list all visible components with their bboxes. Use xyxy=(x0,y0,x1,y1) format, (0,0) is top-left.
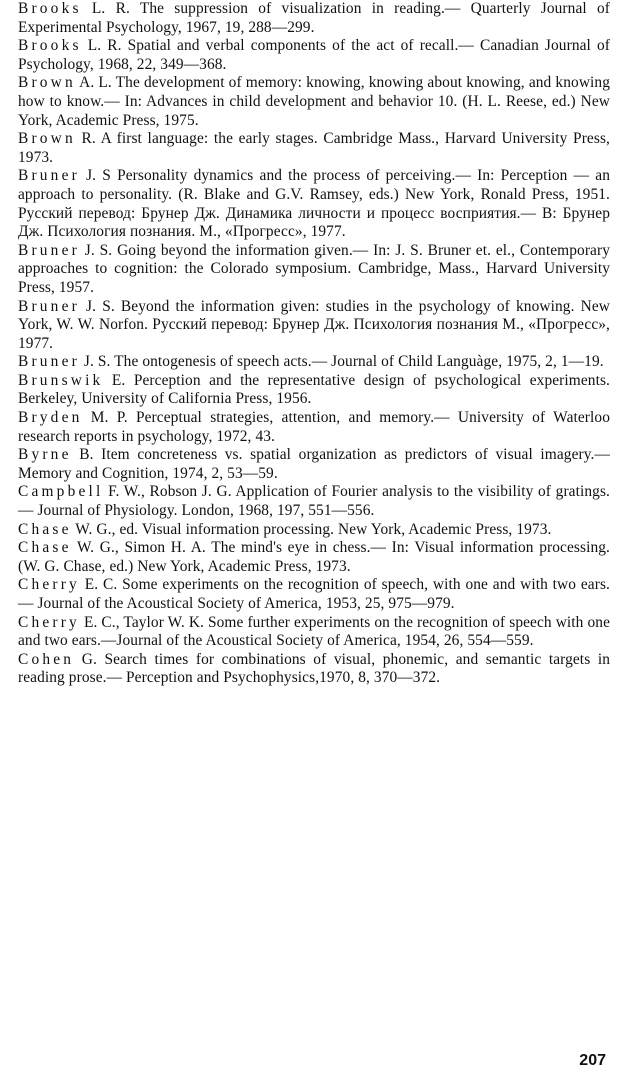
reference-text: J. S. Going beyond the information given.— In: J. S. Bruner et. el., Contemporary approaches to cognition: the Colorado symposium. Cambridge, Mass., Harvard University Press, 1957. xyxy=(18,241,610,296)
reference-text: L. R. Spatial and verbal components of the act of recall.— Canadian Journal of Psychology, 1968, 22, 349—368. xyxy=(18,37,610,73)
reference-entry xyxy=(18,521,610,540)
reference-author: Byrne xyxy=(18,446,72,464)
reference-author: Chase xyxy=(18,539,72,557)
reference-author: Brunswik xyxy=(18,371,104,389)
reference-text: J. S. The ontogenesis of speech acts.— Journal of Child Languàge, 1975, 2, 1—19. xyxy=(79,353,604,371)
reference-author: Cohen xyxy=(18,650,75,668)
reference-author: Chase xyxy=(18,520,72,538)
bibliography-page xyxy=(18,0,610,688)
reference-author: Cherry xyxy=(18,613,80,631)
reference-text: J. S Personality dynamics and the process of perceiving.— In: Perception — an approach to personality. (R. Blake and G.V. Ramsey, eds.) New York, Ronald Press, 1951. Русский перевод: Брунер Дж. Динамика личности и процесс восприятия.— В: Брунер Дж. Психология познания. М., «Прогресс», 1977. xyxy=(18,167,610,241)
reference-text: E. Perception and the representative design of psychological experiments. Berkeley, University of California Press, 1956. xyxy=(18,371,610,408)
reference-text: E. C. Some experiments on the recognition of speech, with one and with two ears.— Journal of the Acoustical Society of America, 1953, 25, 975—979. xyxy=(18,576,610,612)
reference-text: M. P. Perceptual strategies, attention, and memory.— University of Waterloo research reports in psychology, 1972, 43. xyxy=(18,409,610,445)
reference-author: Bruner xyxy=(18,241,80,259)
reference-author: Bruner xyxy=(18,353,80,371)
reference-entry xyxy=(18,37,610,74)
reference-entry xyxy=(18,651,610,688)
reference-text: J. S. Beyond the information given: studies in the psychology of knowing. New York, W. W. Norfon. Русский перевод: Брунер Дж. Психология познания М., «Прогресс», 1977. xyxy=(18,297,610,352)
reference-entry xyxy=(18,298,610,354)
reference-entry xyxy=(18,483,610,520)
reference-text: W. G., ed. Visual information processing. New York, Academic Press, 1973. xyxy=(71,520,552,538)
reference-text: E. C., Taylor W. K. Some further experiments on the recognition of speech with one and two ears.—Journal of the Acoustical Society of America, 1954, 26, 554—559. xyxy=(18,613,610,650)
reference-entry xyxy=(18,74,610,130)
reference-text: L. R. The suppression of visualization in reading.— Quarterly Journal of Experimental Psychology, 1967, 19, 288—299. xyxy=(18,0,610,36)
reference-text: F. W., Robson J. G. Application of Fourier analysis to the visibility of gratings.— Journal of Physiology. London, 1968, 197, 551—556. xyxy=(18,483,610,520)
reference-entry xyxy=(18,446,610,483)
page-number: 207 xyxy=(579,1052,606,1069)
reference-entry xyxy=(18,409,610,446)
reference-list xyxy=(18,0,610,688)
reference-entry xyxy=(18,576,610,613)
reference-author: Brown xyxy=(18,130,76,148)
reference-entry xyxy=(18,242,610,298)
reference-author: Cherry xyxy=(18,576,80,594)
reference-text: B. Item concreteness vs. spatial organization as predictors of visual imagery.— Memory and Cognition, 1974, 2, 53—59. xyxy=(18,446,610,482)
reference-author: Bryden xyxy=(18,409,83,427)
reference-text: G. Search times for combinations of visual, phonemic, and semantic targets in reading prose.— Perception and Psychophysics,1970, 8, 370—372. xyxy=(18,650,610,687)
reference-author: Brooks xyxy=(18,0,82,17)
reference-text: R. A first language: the early stages. Cambridge Mass., Harvard University Press, 1973. xyxy=(18,130,610,166)
reference-entry xyxy=(18,167,610,241)
reference-entry xyxy=(18,130,610,167)
reference-text: A. L. The development of memory: knowing, knowing about knowing, and knowing how to know.— In: Advances in child development and behavior 10. (H. L. Reese, ed.) New York, Academic Press, 1975. xyxy=(18,74,610,129)
reference-entry xyxy=(18,0,610,37)
reference-author: Bruner xyxy=(18,167,80,185)
reference-author: Bruner xyxy=(18,297,80,315)
reference-entry xyxy=(18,539,610,576)
reference-entry xyxy=(18,353,610,372)
reference-author: Campbell xyxy=(18,483,104,501)
reference-author: Brooks xyxy=(18,37,82,55)
reference-author: Brown xyxy=(18,74,76,92)
reference-text: W. G., Simon H. A. The mind's eye in chess.— In: Visual information processing. (W. G. Chase, ed.) New York, Academic Press, 1973. xyxy=(18,539,610,575)
reference-entry xyxy=(18,614,610,651)
reference-entry xyxy=(18,372,610,409)
